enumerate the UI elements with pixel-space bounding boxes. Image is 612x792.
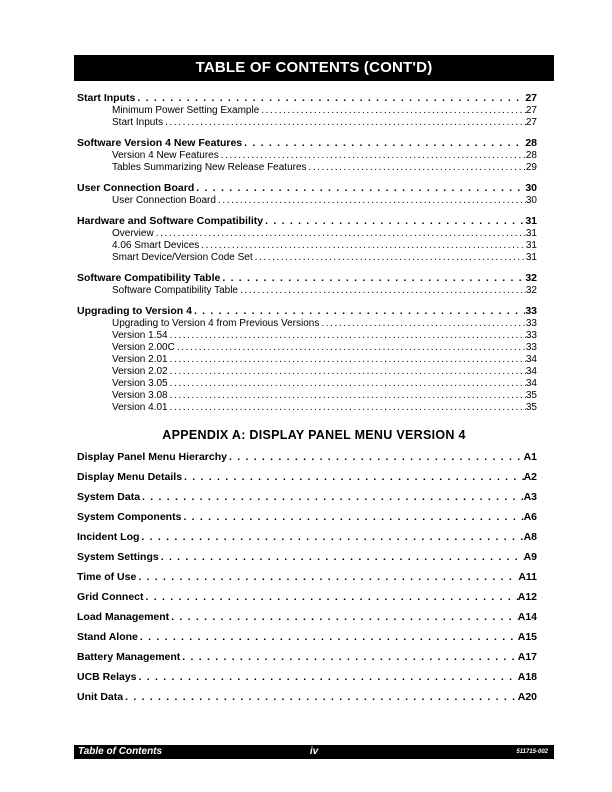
toc-leader-dots	[259, 105, 526, 117]
toc-leader-dots	[137, 667, 518, 687]
toc-entry-page: 27	[525, 105, 537, 116]
toc-entry-page: 32	[525, 272, 537, 284]
toc-entry[interactable]	[77, 687, 537, 707]
toc-entry-page: 33	[525, 330, 537, 341]
toc-entry-page: 28	[525, 150, 537, 161]
toc-leader-dots	[168, 378, 526, 390]
toc-entry-page: 33	[525, 342, 537, 353]
page-footer	[74, 745, 554, 759]
toc-entry[interactable]	[77, 467, 537, 487]
spacer	[77, 129, 537, 137]
toc-leader-dots	[175, 342, 526, 354]
toc-entry[interactable]	[77, 378, 537, 390]
toc-entry-label: Battery Management	[77, 651, 181, 663]
toc-entry-page: A15	[517, 631, 537, 643]
toc-leader-dots	[168, 402, 526, 414]
toc-leader-dots	[220, 272, 525, 285]
toc-entry-page: 35	[525, 390, 537, 401]
toc-entry-label: Start Inputs	[77, 92, 136, 104]
toc-entry[interactable]	[77, 92, 537, 105]
toc-leader-dots	[168, 390, 526, 402]
toc-entry-page: A6	[523, 511, 537, 523]
toc-entry-label: Version 2.00C	[112, 342, 175, 353]
toc-entry[interactable]	[77, 117, 537, 129]
spacer	[77, 297, 537, 305]
toc-leader-dots	[242, 137, 525, 150]
toc-entry[interactable]	[77, 402, 537, 414]
toc-entry-label: Time of Use	[77, 571, 137, 583]
toc-entry[interactable]	[77, 330, 537, 342]
toc-entry[interactable]	[77, 647, 537, 667]
toc-entry-page: A20	[517, 691, 537, 703]
toc-entry-label: System Components	[77, 511, 182, 523]
toc-entry-label: Overview	[112, 228, 154, 239]
toc-leader-dots	[159, 547, 524, 567]
toc-entry-page: 30	[525, 195, 537, 206]
toc-entry-page: 31	[525, 215, 537, 227]
toc-entry-label: Smart Device/Version Code Set	[112, 252, 253, 263]
toc-leader-dots	[154, 228, 526, 240]
toc-leader-dots	[180, 647, 517, 667]
toc-entry-label: 4.06 Smart Devices	[112, 240, 200, 251]
toc-entry-label: Load Management	[77, 611, 170, 623]
toc-entry[interactable]	[77, 305, 537, 318]
toc-entry[interactable]	[77, 587, 537, 607]
toc-leader-dots	[238, 285, 526, 297]
toc-entry[interactable]	[77, 105, 537, 117]
toc-entry-label: Upgrading to Version 4 from Previous Versions	[112, 318, 320, 329]
toc-entry[interactable]	[77, 318, 537, 330]
toc-entry-page: 33	[525, 318, 537, 329]
toc-leader-dots	[168, 366, 526, 378]
toc-entry[interactable]	[77, 507, 537, 527]
toc-entry-label: Version 3.08	[112, 390, 168, 401]
toc-entry-label: System Data	[77, 491, 141, 503]
toc-entry-page: A18	[517, 671, 537, 683]
toc-leader-dots	[307, 162, 526, 174]
toc-entry-page: 30	[525, 182, 537, 194]
toc-entry[interactable]	[77, 272, 537, 285]
toc-entry-label: Grid Connect	[77, 591, 144, 603]
toc-entry-label: Display Panel Menu Hierarchy	[77, 451, 227, 463]
toc-entry[interactable]	[77, 228, 537, 240]
toc-entry-label: Start Inputs	[112, 117, 164, 128]
toc-entry[interactable]	[77, 137, 537, 150]
toc-entry[interactable]	[77, 527, 537, 547]
toc-entry[interactable]	[77, 567, 537, 587]
toc-entry-page: 34	[525, 354, 537, 365]
toc-leader-dots	[192, 305, 525, 318]
toc-entry-label: User Connection Board	[77, 182, 195, 194]
toc-leader-dots	[253, 252, 526, 264]
toc-leader-dots	[319, 318, 526, 330]
toc-leader-dots	[168, 330, 526, 342]
toc-entry-page: A8	[523, 531, 537, 543]
toc-leader-dots	[169, 607, 518, 627]
toc-entry-label: Tables Summarizing New Release Features	[112, 162, 307, 173]
toc-leader-dots	[194, 182, 525, 195]
toc-leader-dots	[138, 627, 518, 647]
toc-entry-page: 31	[525, 240, 537, 251]
toc-entry-page: 28	[525, 137, 537, 149]
toc-leader-dots	[199, 240, 526, 252]
toc-entry-label: Display Menu Details	[77, 471, 183, 483]
toc-entry-label: Software Compatibility Table	[112, 285, 238, 296]
toc-leader-dots	[135, 92, 525, 105]
toc-leader-dots	[263, 215, 525, 228]
toc-leader-dots	[227, 447, 524, 467]
toc-entry[interactable]	[77, 627, 537, 647]
toc-leader-dots	[139, 527, 523, 547]
toc-entry-label: Version 2.01	[112, 354, 168, 365]
toc-entry-label: Upgrading to Version 4	[77, 305, 192, 317]
appendix-title: APPENDIX A: DISPLAY PANEL MENU VERSION 4	[162, 428, 466, 442]
toc-entry-page: A17	[517, 651, 537, 663]
toc-entry-label: Version 4 New Features	[112, 150, 219, 161]
toc-entry-page: 34	[525, 378, 537, 389]
toc-entry-page: 34	[525, 366, 537, 377]
toc-entry-page: 35	[525, 402, 537, 413]
toc-entry-page: A14	[517, 611, 537, 623]
appendix-contents	[77, 447, 537, 707]
toc-entry[interactable]	[77, 667, 537, 687]
toc-leader-dots	[140, 487, 524, 507]
toc-entry[interactable]	[77, 252, 537, 264]
toc-entry-label: Version 3.05	[112, 378, 168, 389]
table-of-contents	[77, 92, 537, 414]
toc-entry-page: A1	[523, 451, 537, 463]
toc-entry-label: Minimum Power Setting Example	[112, 105, 260, 116]
spacer	[77, 174, 537, 182]
toc-entry[interactable]	[77, 285, 537, 297]
footer-doc-number: 511715-002	[516, 749, 548, 755]
toc-leader-dots	[216, 195, 526, 207]
toc-entry-page: 29	[525, 162, 537, 173]
toc-leader-dots	[219, 150, 526, 162]
toc-entry-page: 33	[525, 305, 537, 317]
footer-page-number: iv	[309, 746, 319, 757]
toc-leader-dots	[136, 567, 518, 587]
toc-entry-label: Version 1.54	[112, 330, 168, 341]
toc-entry[interactable]	[77, 182, 537, 195]
toc-entry-label: Software Compatibility Table	[77, 272, 221, 284]
toc-leader-dots	[182, 467, 524, 487]
toc-entry-page: A2	[523, 471, 537, 483]
toc-entry[interactable]	[77, 162, 537, 174]
toc-entry-label: User Connection Board	[112, 195, 216, 206]
footer-section-title: Table of Contents	[78, 746, 163, 757]
toc-entry[interactable]	[77, 354, 537, 366]
toc-leader-dots	[181, 507, 523, 527]
toc-entry[interactable]	[77, 366, 537, 378]
toc-entry-page: A12	[517, 591, 537, 603]
toc-entry[interactable]	[77, 547, 537, 567]
toc-leader-dots	[168, 354, 526, 366]
toc-entry[interactable]	[77, 150, 537, 162]
toc-entry[interactable]	[77, 447, 537, 467]
toc-entry[interactable]	[77, 240, 537, 252]
toc-leader-dots	[123, 687, 518, 707]
toc-entry[interactable]	[77, 607, 537, 627]
toc-entry[interactable]	[77, 390, 537, 402]
toc-entry-page: 31	[525, 252, 537, 263]
toc-entry-label: Stand Alone	[77, 631, 138, 643]
toc-entry-page: 31	[525, 228, 537, 239]
spacer	[77, 207, 537, 215]
toc-entry-label: Incident Log	[77, 531, 140, 543]
toc-leader-dots	[144, 587, 518, 607]
toc-entry-page: 27	[525, 117, 537, 128]
toc-entry[interactable]	[77, 487, 537, 507]
toc-entry-label: Software Version 4 New Features	[77, 137, 243, 149]
toc-entry-label: Version 2.02	[112, 366, 168, 377]
toc-entry-label: Version 4.01	[112, 402, 168, 413]
spacer	[77, 264, 537, 272]
toc-entry-label: Unit Data	[77, 691, 124, 703]
toc-entry-label: Hardware and Software Compatibility	[77, 215, 264, 227]
toc-entry-page: A11	[518, 571, 537, 583]
toc-entry-page: A3	[523, 491, 537, 503]
toc-entry[interactable]	[77, 195, 537, 207]
toc-leader-dots	[163, 117, 526, 129]
toc-entry-label: System Settings	[77, 551, 159, 563]
page-title: TABLE OF CONTENTS (CONT'D)	[74, 55, 554, 81]
toc-entry[interactable]	[77, 342, 537, 354]
toc-entry-page: 27	[525, 92, 537, 104]
toc-entry[interactable]	[77, 215, 537, 228]
toc-entry-page: 32	[525, 285, 537, 296]
toc-entry-page: A9	[523, 551, 537, 563]
toc-entry-label: UCB Relays	[77, 671, 137, 683]
